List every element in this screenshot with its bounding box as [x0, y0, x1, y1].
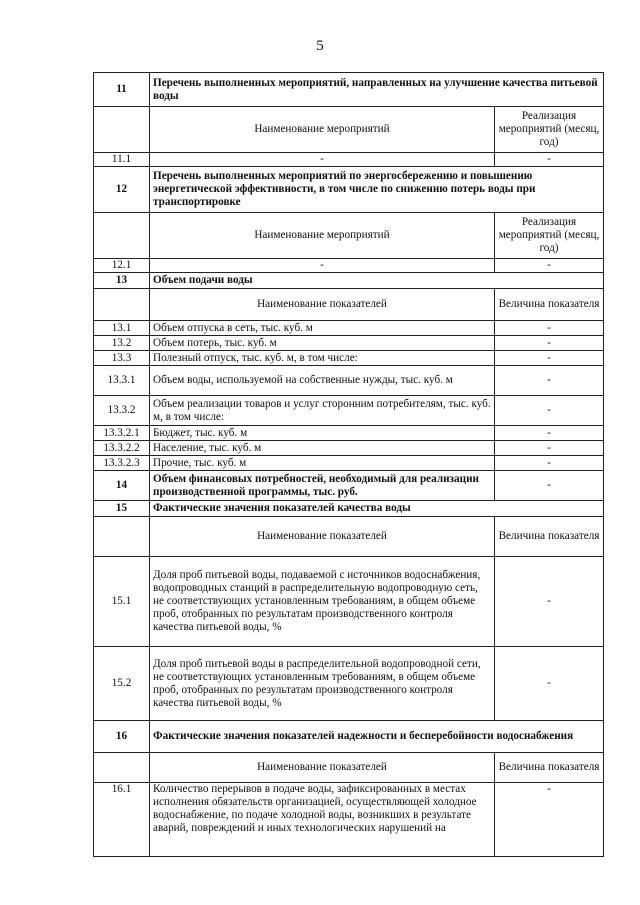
row-number: 13.3.2.2 — [94, 441, 150, 456]
row-number: 12.1 — [94, 259, 150, 273]
section-title: Фактические значения показателей качества воды — [150, 501, 604, 517]
section-13-header — [94, 273, 604, 289]
row-value: - — [495, 153, 604, 167]
section-number: 14 — [94, 471, 150, 501]
section-number: 15 — [94, 501, 150, 517]
section-12-header — [94, 167, 604, 213]
row-text: Полезный отпуск, тыс. куб. м, в том числе: — [150, 351, 495, 366]
row-value: - — [495, 321, 604, 336]
section-title: Перечень выполненных мероприятий по энергосбережению и повышению энергетической эффективности, в том числе по снижению потерь воды при транспортировке — [150, 167, 604, 213]
section-number: 12 — [94, 167, 150, 213]
row-text: Доля проб питьевой воды, подаваемой с источников водоснабжения, водопроводных станций в распределительную водопроводную сеть, не соответствующих установленным требованиям, в общем объеме проб, отобранных по результатам производственного контроля качества питьевой воды, % — [150, 557, 495, 647]
row-text: Прочие, тыс. куб. м — [150, 456, 495, 471]
row-number: 13.3.2.1 — [94, 426, 150, 441]
section-title: Объем финансовых потребностей, необходимый для реализации производственной программы, тыс. руб. — [150, 471, 495, 501]
row-number: 13.3.1 — [94, 366, 150, 396]
table-row — [94, 259, 604, 273]
column-header-row — [94, 107, 604, 153]
row-number: 13.1 — [94, 321, 150, 336]
row-number: 15.2 — [94, 647, 150, 721]
table-row — [94, 647, 604, 721]
column-header-value: Величина показателя — [495, 753, 604, 783]
column-header-name: Наименование показателей — [150, 517, 495, 557]
row-text: Население, тыс. куб. м — [150, 441, 495, 456]
column-header-name: Наименование показателей — [150, 289, 495, 321]
row-value: - — [495, 336, 604, 351]
table-row — [94, 351, 604, 366]
section-14-header — [94, 471, 604, 501]
row-value: - — [495, 471, 604, 501]
column-header-name: Наименование мероприятий — [150, 213, 495, 259]
row-number: 16.1 — [94, 783, 150, 857]
row-text: - — [150, 259, 495, 273]
row-number: 11.1 — [94, 153, 150, 167]
section-title: Объем подачи воды — [150, 273, 604, 289]
row-text: Количество перерывов в подаче воды, зафиксированных в местах исполнения обязательств организацией, осуществляющей холодное водоснабжение, по подаче холодной воды, возникших в результате аварий, повреждений и иных технологических нарушений на — [150, 783, 495, 857]
column-header-row — [94, 289, 604, 321]
table-row — [94, 321, 604, 336]
row-number: 13.3 — [94, 351, 150, 366]
row-value: - — [495, 456, 604, 471]
row-text: Объем отпуска в сеть, тыс. куб. м — [150, 321, 495, 336]
section-title: Перечень выполненных мероприятий, направленных на улучшение качества питьевой воды — [150, 73, 604, 107]
table-row — [94, 557, 604, 647]
row-text: - — [150, 153, 495, 167]
table-row — [94, 783, 604, 857]
column-header-value: Реализация мероприятий (месяц, год) — [495, 107, 604, 153]
row-value: - — [495, 259, 604, 273]
column-header-value: Величина показателя — [495, 289, 604, 321]
table-row — [94, 396, 604, 426]
column-header-row — [94, 213, 604, 259]
table-row — [94, 456, 604, 471]
row-value: - — [495, 557, 604, 647]
row-number: 13.3.2.3 — [94, 456, 150, 471]
column-header-value: Величина показателя — [495, 517, 604, 557]
page-number: 5 — [316, 38, 324, 54]
row-text: Объем реализации товаров и услуг сторонним потребителям, тыс. куб. м, в том числе: — [150, 396, 495, 426]
column-header-name: Наименование мероприятий — [150, 107, 495, 153]
section-number: 11 — [94, 73, 150, 107]
row-text: Доля проб питьевой воды в распределительной водопроводной сети, не соответствующих установленным требованиям, в общем объеме проб, отобранных по результатам производственного контроля качества питьевой воды, % — [150, 647, 495, 721]
table-row — [94, 426, 604, 441]
section-title: Фактические значения показателей надежности и бесперебойности водоснабжения — [150, 721, 604, 753]
row-value: - — [495, 426, 604, 441]
row-value: - — [495, 351, 604, 366]
row-value: - — [495, 647, 604, 721]
table-row — [94, 153, 604, 167]
row-value: - — [495, 366, 604, 396]
section-number: 16 — [94, 721, 150, 753]
row-value: - — [495, 783, 604, 857]
column-header-row — [94, 517, 604, 557]
row-value: - — [495, 396, 604, 426]
row-text: Бюджет, тыс. куб. м — [150, 426, 495, 441]
row-text: Объем потерь, тыс. куб. м — [150, 336, 495, 351]
table-row — [94, 441, 604, 456]
column-header-name: Наименование показателей — [150, 753, 495, 783]
table-row — [94, 336, 604, 351]
row-number: 13.2 — [94, 336, 150, 351]
report-table — [93, 72, 604, 857]
column-header-value: Реализация мероприятий (месяц, год) — [495, 213, 604, 259]
column-header-row — [94, 753, 604, 783]
section-15-header — [94, 501, 604, 517]
section-11-header — [94, 73, 604, 107]
section-16-header — [94, 721, 604, 753]
table-row — [94, 366, 604, 396]
row-text: Объем воды, используемой на собственные нужды, тыс. куб. м — [150, 366, 495, 396]
row-number: 15.1 — [94, 557, 150, 647]
row-value: - — [495, 441, 604, 456]
row-number: 13.3.2 — [94, 396, 150, 426]
section-number: 13 — [94, 273, 150, 289]
